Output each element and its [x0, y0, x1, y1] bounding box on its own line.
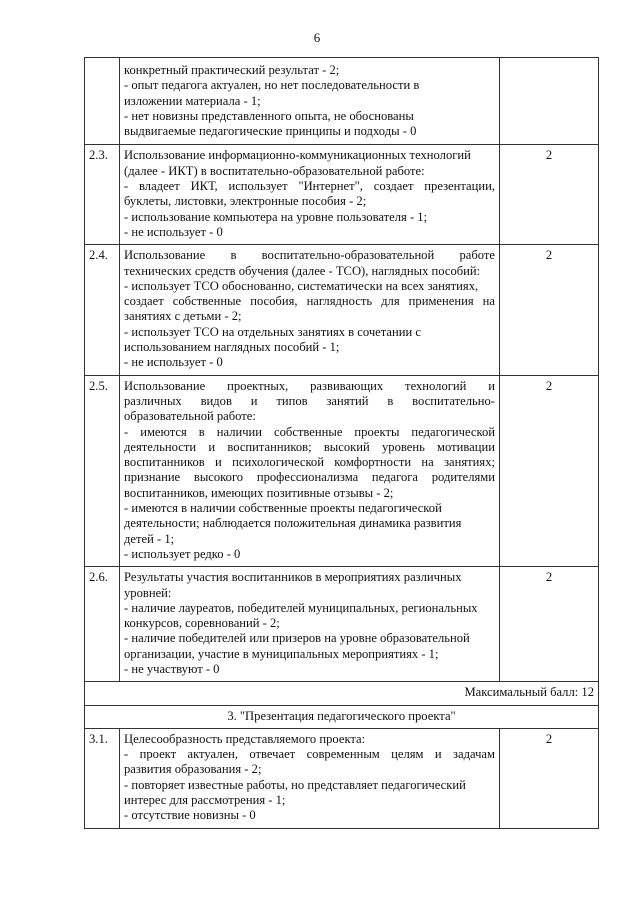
criterion-description [120, 145, 500, 245]
page-number: 6 [313, 30, 321, 45]
section-title: 3. "Презентация педагогического проекта" [85, 705, 599, 728]
description-line: - повторяет известные работы, но представляет педагогический [124, 777, 466, 792]
description-line: интерес для рассмотрения - 1; [124, 793, 286, 808]
description-line: Результаты участия воспитанников в мероприятиях различных [124, 570, 462, 585]
criterion-score: 2 [500, 245, 599, 375]
description-line: детей - 1; [124, 531, 175, 546]
description-line: Использование проектных, развивающих технологий и [124, 378, 495, 393]
description-line: изложении материала - 1; [124, 93, 261, 108]
description-line: - использует ТСО на отдельных занятиях в сочетании с [124, 324, 421, 339]
table-row [85, 375, 599, 567]
description-line: - использует редко - 0 [124, 546, 241, 561]
table-row [85, 145, 599, 245]
description-line: - использование компьютера на уровне пользователя - 1; [124, 209, 428, 224]
description-line: уровней: [124, 585, 172, 600]
description-line: организации, участие в муниципальных мероприятиях - 1; [124, 646, 439, 661]
table-row [85, 728, 599, 828]
description-line: различных видов и типов занятий в воспитательно- [124, 393, 495, 408]
description-line: - отсутствие новизны - 0 [124, 808, 256, 823]
table-row [85, 245, 599, 375]
criterion-description [120, 375, 500, 567]
description-line: конкретный практический результат - 2; [124, 63, 340, 77]
criterion-description [120, 728, 500, 828]
criterion-description [120, 245, 500, 375]
description-line: использованием наглядных пособий - 1; [124, 340, 340, 355]
description-line: - не использует - 0 [124, 224, 223, 239]
table-row [85, 58, 599, 145]
criterion-score: 2 [500, 567, 599, 682]
criterion-score: 2 [500, 728, 599, 828]
criterion-description [120, 567, 500, 682]
description-line: технических средств обучения (далее - ТСО), наглядных пособий: [124, 263, 481, 278]
description-line: - наличие победителей или призеров на уровне образовательной [124, 631, 470, 646]
row-number [85, 58, 120, 145]
description-line: деятельности и воспитанников; высокий уровень мотивации [124, 439, 495, 454]
description-line: - использует ТСО обоснованно, систематически на всех занятиях, [124, 278, 479, 293]
description-line: Целесообразность представляемого проекта: [124, 731, 366, 746]
description-line: - наличие лауреатов, победителей муниципальных, региональных [124, 600, 478, 615]
row-number: 2.3. [85, 145, 120, 245]
description-line: конкурсов, соревнований - 2; [124, 616, 280, 631]
description-line: Использование в воспитательно-образовательной работе [124, 248, 495, 263]
description-line: Использование информационно-коммуникационных технологий [124, 148, 471, 163]
row-number: 2.4. [85, 245, 120, 375]
description-line: признание высокого профессионализма педагога родителями [124, 470, 495, 485]
criterion-score: 2 [500, 145, 599, 245]
row-number: 2.5. [85, 375, 120, 567]
description-line: деятельности; наблюдается положительная динамика развития [124, 516, 462, 531]
row-number: 3.1. [85, 728, 120, 828]
description-line: занятиях с детьми - 2; [124, 309, 242, 324]
row-number: 2.6. [85, 567, 120, 682]
description-line: - не использует - 0 [124, 355, 223, 370]
criteria-table [84, 57, 599, 829]
description-line: - имеются в наличии собственные проекты педагогической [124, 424, 495, 439]
description-line: развития образования - 2; [124, 762, 262, 777]
description-line: воспитанников, имеющих позитивные отзывы - 2; [124, 485, 394, 500]
table-row [85, 567, 599, 682]
description-line: - имеются в наличии собственные проекты педагогической [124, 501, 442, 516]
criterion-description [120, 58, 500, 145]
description-line: - проект актуален, отвечает современным целям и задачам [124, 747, 495, 762]
max-score: Максимальный балл: 12 [85, 682, 599, 705]
description-line: - опыт педагога актуален, но нет последовательности в [124, 78, 420, 93]
description-line: - нет новизны представленного опыта, не обоснованы [124, 108, 414, 123]
description-line: - владеет ИКТ, использует "Интернет", создает презентации, [124, 179, 495, 194]
description-line: - не участвуют - 0 [124, 661, 220, 676]
description-line: образовательной работе: [124, 409, 256, 424]
criterion-score: 2 [500, 375, 599, 567]
description-line: (далее - ИКТ) в воспитательно-образовательной работе: [124, 163, 425, 178]
section-row [85, 705, 599, 728]
description-line: выдвигаемые педагогические принципы и подходы - 0 [124, 124, 417, 139]
description-line: воспитанников и психологической комфортности на занятиях; [124, 455, 495, 470]
description-line: создает собственные пособия, наглядность для применения на [124, 294, 495, 309]
description-line: буклеты, листовки, электронные пособия - 2; [124, 194, 367, 209]
criterion-score [500, 58, 599, 145]
total-row [85, 682, 599, 705]
